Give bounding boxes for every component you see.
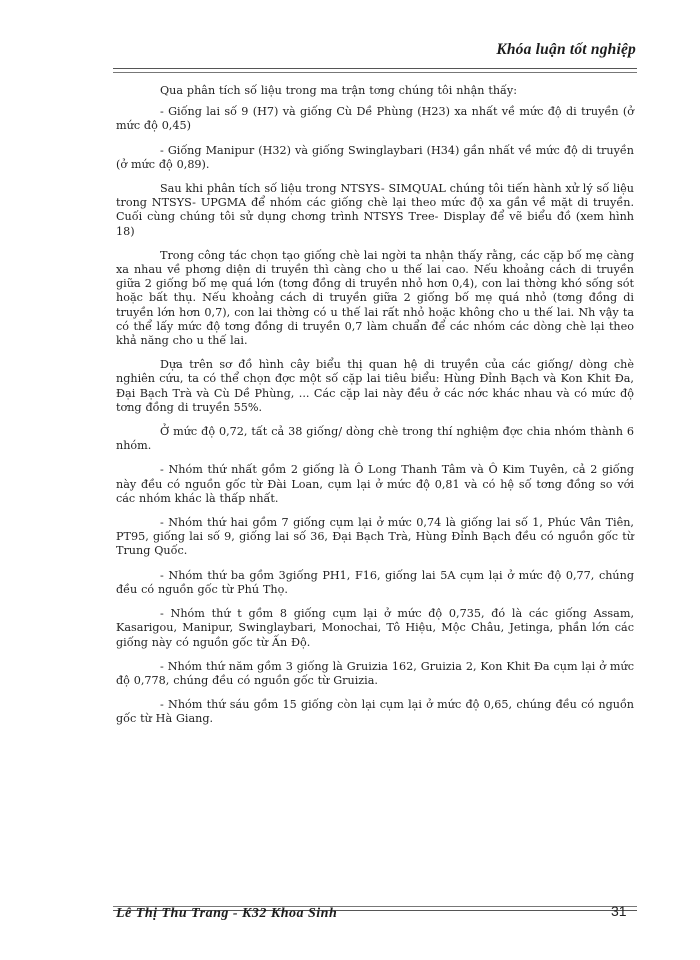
header-title: Khóa luận tốt nghiệp — [496, 41, 636, 58]
paragraph-six-groups: Ở mức độ 0,72, tất cả 38 giống/ dòng chè trong thí nghiệm đợc chia nhóm thành 6 nhóm. — [116, 425, 634, 453]
paragraph-group-5: - Nhóm thứ năm gồm 3 giống là Gruizia 162, Gruizia 2, Kon Khit Đa cụm lại ở mức độ 0,778, chúng đều có nguồn gốc từ Gruizia. — [116, 659, 634, 687]
paragraph-group-1: - Nhóm thứ nhất gồm 2 giống là Ô Long Thanh Tâm và Ô Kim Tuyên, cả 2 giống này đều có nguồn gốc từ Đài Loan, cụm lại ở mức độ 0,81 và có hệ số tơng đồng so với các nhóm khác là thấp nhất. — [116, 463, 634, 505]
header-rule-thin — [113, 72, 637, 73]
paragraph-cross-pairs: Dựa trên sơ đồ hình cây biểu thị quan hệ di truyền của các giống/ dòng chè nghiên cứu, ta có thể chọn đợc một số cặp lai tiêu biểu: Hùng Đỉnh Bạch và Kon Khit Đa, Đại Bạch Trà và Cù Dề Phùng, ... Các cặp lai này đều ở các nớc khác nhau và có mức độ tơng đồng di truyền 55%. — [116, 358, 634, 414]
paragraph-ntsys-method: Sau khi phân tích số liệu trong NTSYS- SIMQUAL chúng tôi tiến hành xử lý số liệu trong NTSYS- UPGMA để nhóm các giống chè lại theo mức độ xa gần về mặt di truyền. Cuối cùng chúng tôi sử dụng chơng trình NTSYS Tree- Display để vẽ biểu đồ (xem hình 18) — [116, 182, 634, 238]
paragraph-group-4: - Nhóm thứ t gồm 8 giống cụm lại ở mức độ 0,735, đó là các giống Assam, Kasarigou, Manipur, Swinglaybari, Monochai, Tô Hiệu, Mộc Châu, Jetinga, phần lớn các giống này có nguồn gốc từ Ấn Độ. — [116, 607, 634, 649]
body-text — [116, 84, 634, 737]
header-rule-thick — [113, 68, 637, 69]
paragraph-farthest-pair: - Giống lai số 9 (H7) và giống Cù Dề Phùng (H23) xa nhất về mức độ di truyền (ở mức độ 0,45) — [116, 105, 634, 133]
paragraph-closest-pair: - Giống Manipur (H32) và giống Swinglaybari (H34) gần nhất về mức độ di truyền (ở mức độ 0,89). — [116, 143, 634, 171]
paragraph-group-6: - Nhóm thứ sáu gồm 15 giống còn lại cụm lại ở mức độ 0,65, chúng đều có nguồn gốc từ Hà Giang. — [116, 698, 634, 726]
paragraph-breeding-principle: Trong công tác chọn tạo giống chè lai ngời ta nhận thấy rằng, các cặp bố mẹ càng xa nhau về phơng diện di truyền thì càng cho u thế lai cao. Nếu khoảng cách di truyền giữa 2 giống bố mẹ quá lớn (tơng đồng di truyền nhỏ hơn 0,4), con lai thờng khó sống sót hoặc bất thụ. Nếu khoảng cách di truyền giữa 2 giống bố mẹ quá nhỏ (tơng đồng di truyền lớn hơn 0,7), con lai thờng có u thế lai rất nhỏ hoặc không cho u thế lai. Nh vậy ta có thể lấy mức độ tơng đồng di truyền 0,7 làm chuẩn để các nhóm các dòng chè lại theo khả năng cho u thế lai. — [116, 248, 634, 348]
paragraph-intro: Qua phân tích số liệu trong ma trận tơng chúng tôi nhận thấy: — [160, 84, 518, 97]
page-number: 31 — [611, 903, 627, 919]
footer-author: Lê Thị Thu Trang - K32 Khoa Sinh — [116, 906, 338, 921]
paragraph-group-3: - Nhóm thứ ba gồm 3giống PH1, F16, giống lai 5A cụm lại ở mức độ 0,77, chúng đều có nguồn gốc từ Phú Thọ. — [116, 568, 634, 596]
paragraph-group-2: - Nhóm thứ hai gồm 7 giống cụm lại ở mức 0,74 là giống lai số 1, Phúc Vân Tiên, PT95, giống lai số 9, giống lai số 36, Đại Bạch Trà, Hùng Đỉnh Bạch đều có nguồn gốc từ Trung Quốc. — [116, 516, 634, 558]
